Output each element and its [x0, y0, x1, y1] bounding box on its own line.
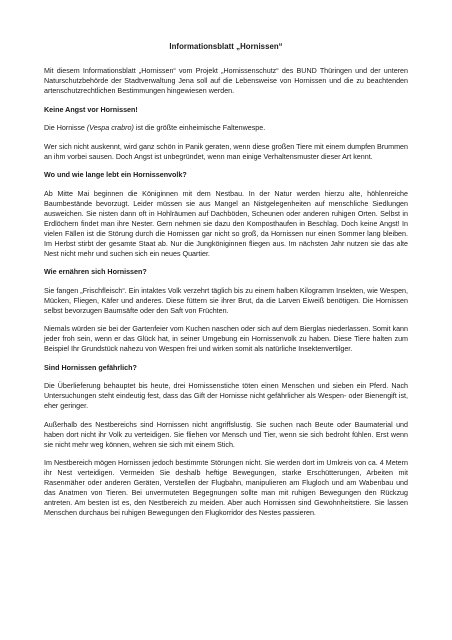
venom-paragraph: Die Überlieferung behauptet bis heute, drei Hornissenstiche töten einen Menschen und sieben ein Pferd. Nach Untersuchungen steht eindeutig fest, dass das Gift der Hornisse nicht gefährlicher als Wespen- oder Bienengift ist, eher geringer.: [44, 382, 408, 410]
nest-area-paragraph: Im Nestbereich mögen Hornissen jedoch bestimmte Störungen nicht. Sie werden dort im Umkreis von ca. 4 Metern ihr Nest verteidigen. Vermeiden Sie deshalb heftige Bewegungen, starke Erschütterungen, Arbeiten mit Rasenmäher oder anderen Geräten, Verstellen der Flugbahn, manipulieren am Flugloch und am Wabenbau und das Anatmen von Tieren. Bei unvermuteten Begegnungen sollte man mit ruhigen Bewegungen den Rückzug antreten. Am besten ist es, den Nestbereich zu meiden. Aber auch Hornissen sind Gewohnheitstiere. Sie lassen Menschen durchaus bei ruhigen Bewegungen den Flugkorridor des Nestes passieren.: [44, 459, 408, 517]
nest-paragraph: Ab Mitte Mai beginnen die Königinnen mit dem Nestbau. In der Natur werden hierzu alte, höhlenreiche Baumbestände bevorzugt. Leider müssen sie aus Mangel an Nistgelegenheiten auf menschliche Siedlungen ausweichen. Sie nisten dann oft in Hohlräumen auf Dachböden, Scheunen oder anderen ruhigen Orten. Selbst in Erdlöchern findet man ihre Nester. Gern nehmen sie dazu den Komposthaufen in Beschlag. Doch keine Angst! In vielen Fällen ist die Störung durch die Hornissen gar nicht so groß, da Hornissen nur einen Sommer lang bleiben. Im Herbst stirbt der gesamte Staat ab. Nur die Jungköniginnen fliegen aus. Im nächsten Jahr nutzen sie das alte Nest nicht mehr und suchen sich ein neues Quartier.: [44, 189, 408, 258]
garden-paragraph: Niemals würden sie bei der Gartenfeier vom Kuchen naschen oder sich auf dem Bierglas niederlassen. Somit kann jeder froh sein, wenn er das Glück hat, in seiner Umgebung ein Hornissenvolk zu haben. Diese Tiere halten zum Beispiel Ihr Grundstück nahezu von Wespen frei und wirken somit als natürliche Insektenvertilger.: [44, 325, 408, 353]
species-latin-name: (Vespa crabro): [86, 124, 134, 132]
species-text-post: ist die größte einheimische Faltenwespe.: [133, 124, 266, 132]
intro-paragraph: Mit diesem Informationsblatt „Hornissen“ vom Projekt „Hornissenschutz“ des BUND Thüringen und der unteren Naturschutzbehörde der Stadtverwaltung Jena soll auf die Lebensweise von Hornissen und die zu beachtenden artenschutzrechtlichen Bestimmungen hingewiesen werden.: [44, 67, 408, 95]
document-title: Informationsblatt „Hornissen“: [169, 42, 283, 51]
species-text-pre: Die Hornisse: [44, 124, 87, 132]
heading-wo-lebt: Wo und wie lange lebt ein Hornissenvolk?: [44, 171, 187, 179]
outside-nest-paragraph: Außerhalb des Nestbereichs sind Hornissen nicht angriffslustig. Sie suchen nach Beute oder Baumaterial und haben dort nicht ihr Volk zu verteidigen. Sie fliehen vor Mensch und Tier, wenn sie sich bedroht fühlen. Erst wenn sie nicht mehr weg können, wehren sie sich mit einem Stich.: [44, 420, 408, 449]
heading-ernaehrung: Wie ernähren sich Hornissen?: [44, 268, 147, 276]
diet-paragraph: Sie fangen „Frischfleisch“. Ein intaktes Volk verzehrt täglich bis zu einem halben Kilogramm Insekten, wie Wespen, Mücken, Fliegen, Käfer und anderes. Diese füttern sie ihrer Brut, da die Larven Eiweiß benötigen. Die Hornissen selbst bevorzugen Baumsäfte oder den Saft von Früchten.: [44, 286, 408, 315]
panic-paragraph: Wer sich nicht auskennt, wird ganz schön in Panik geraten, wenn diese großen Tiere mit einem dumpfen Brummen an ihm vorbei sausen. Doch Angst ist unbegründet, wenn man einige Verhaltensmuster dieser Art kennt.: [44, 142, 408, 161]
heading-gefaehrlich: Sind Hornissen gefährlich?: [44, 363, 137, 372]
heading-keine-angst: Keine Angst vor Hornissen!: [44, 105, 138, 114]
species-paragraph: [44, 123, 408, 133]
